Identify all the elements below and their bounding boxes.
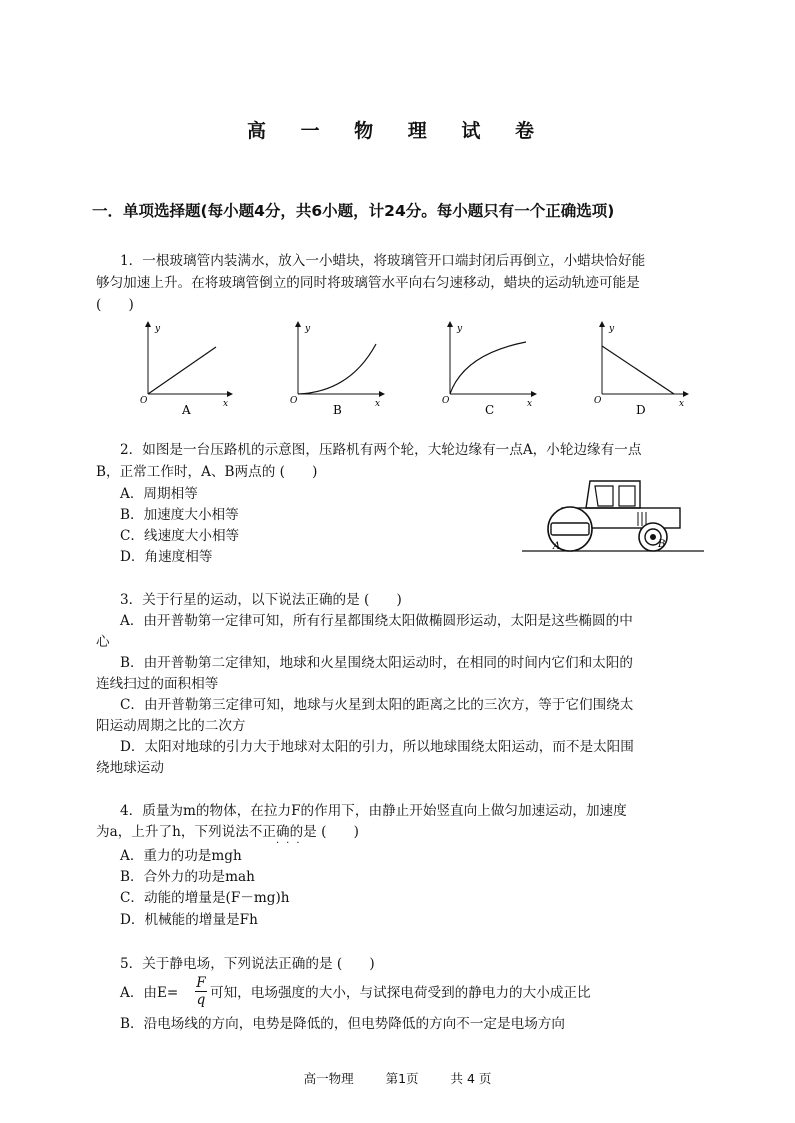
- q4-option-d: D．机械能的增量是Fh: [120, 912, 258, 928]
- q4-option-b: B．合外力的功是mah: [120, 869, 255, 885]
- graph-a-curve: [148, 347, 216, 394]
- graph-b-origin: O: [290, 396, 298, 406]
- graph-d-x: x: [679, 399, 685, 409]
- graph-a-y: y: [155, 324, 161, 334]
- q1-line2: 够匀加速上升。在将玻璃管倒立的同时将玻璃管水平向右匀速移动，蜡块的运动轨迹可能是: [96, 275, 640, 291]
- q3-line-a2: 心: [96, 634, 110, 650]
- q5-option-b: B．沿电场线的方向，电势是降低的，但电势降低的方向不一定是电场方向: [120, 1016, 565, 1032]
- graph-d-y: y: [609, 324, 615, 334]
- graph-c: [442, 324, 534, 417]
- q4-line2: 为a，上升了h，下列说法不正确的是 ( ): [96, 824, 359, 840]
- q2-line2: B，正常工作时，A、B两点的 ( ): [96, 464, 318, 480]
- point-b-label: B: [658, 539, 666, 550]
- q1-line1: 1．一根玻璃管内装满水，放入一小蜡块，将玻璃管开口端封闭后再倒立，小蜡块恰好能: [120, 253, 646, 269]
- q5-fraction: [194, 975, 208, 1008]
- q3-line-d2: 绕地球运动: [96, 760, 164, 776]
- footer-page-number: 第1页: [385, 1071, 419, 1086]
- q4-option-c: C．动能的增量是(F－mg)h: [120, 890, 290, 906]
- graph-c-label: C: [485, 403, 495, 417]
- q5-option-a-text: 可知，电场强度的大小，与试探电荷受到的静电力的大小成正比: [210, 985, 591, 1001]
- q3-line-b1: B．由开普勒第二定律知，地球和火星围绕太阳运动时，在相同的时间内它们和太阳的: [120, 655, 633, 671]
- q5-fraction-numerator: F: [196, 975, 206, 991]
- q1-answer-blank: ( ): [96, 297, 134, 313]
- q4-line1: 4．质量为m的物体，在拉力F的作用下，由静止开始竖直向上做匀加速运动，加速度: [120, 803, 627, 819]
- graph-c-y: y: [457, 324, 463, 334]
- page-footer: [0, 1069, 795, 1087]
- q2-option-a: A．周期相等: [120, 486, 198, 502]
- section-heading: 一．单项选择题(每小题4分，共6小题，计24分。每小题只有一个正确选项): [92, 202, 615, 220]
- q3-line-c1: C．由开普勒第三定律可知，地球与火星到太阳的距离之比的三次方，等于它们围绕太: [120, 697, 634, 713]
- q2-option-b: B．加速度大小相等: [120, 507, 239, 523]
- road-roller-figure: [518, 474, 708, 558]
- q3-line-a1: A．由开普勒第一定律可知，所有行星都围绕太阳做椭圆形运动，太阳是这些椭圆的中: [120, 613, 633, 629]
- graph-d-label: D: [636, 403, 646, 417]
- q5-stem: 5．关于静电场，下列说法正确的是 ( ): [120, 956, 375, 972]
- q2-line1: 2．如图是一台压路机的示意图，压路机有两个轮，大轮边缘有一点A，小轮边缘有一点: [120, 442, 642, 458]
- graph-c-curve: [450, 342, 526, 394]
- graph-a-x: x: [223, 399, 229, 409]
- graph-a: [140, 324, 230, 417]
- footer-total-pages: 共 4 页: [450, 1071, 492, 1086]
- q4-option-a: A．重力的功是mgh: [120, 848, 242, 864]
- graph-b-curve: [298, 344, 376, 394]
- graph-d: [594, 324, 686, 417]
- graph-c-x: x: [527, 399, 533, 409]
- page-title: 高 一 物 理 试 卷: [246, 120, 549, 142]
- graph-a-origin: O: [140, 396, 148, 406]
- q3-line-c2: 阳运动周期之比的二次方: [96, 718, 246, 734]
- q3-line-d1: D．太阳对地球的引力大于地球对太阳的引力，所以地球围绕太阳运动，而不是太阳围: [120, 739, 634, 755]
- graph-d-curve: [602, 346, 674, 394]
- footer-subject: 高一物理: [303, 1071, 354, 1086]
- graph-b: [290, 324, 382, 417]
- point-a-label: A: [553, 541, 561, 552]
- q2-option-d: D．角速度相等: [120, 549, 213, 565]
- graph-a-label: A: [182, 403, 191, 417]
- graph-b-label: B: [333, 403, 342, 417]
- graph-d-origin: O: [594, 396, 602, 406]
- graph-c-origin: O: [442, 396, 450, 406]
- q1-graphs: [130, 318, 710, 423]
- graph-b-y: y: [305, 324, 311, 334]
- graph-b-x: x: [375, 399, 381, 409]
- q2-option-c: C．线速度大小相等: [120, 528, 240, 544]
- q3-stem: 3．关于行星的运动，以下说法正确的是 ( ): [120, 592, 402, 608]
- q3-line-b2: 连线扫过的面积相等: [96, 676, 219, 692]
- q4-emphasis-dots: ···: [276, 838, 307, 849]
- q5-fraction-denominator: q: [196, 992, 206, 1008]
- q5-option-a-prefix: A．由E=: [120, 985, 179, 1001]
